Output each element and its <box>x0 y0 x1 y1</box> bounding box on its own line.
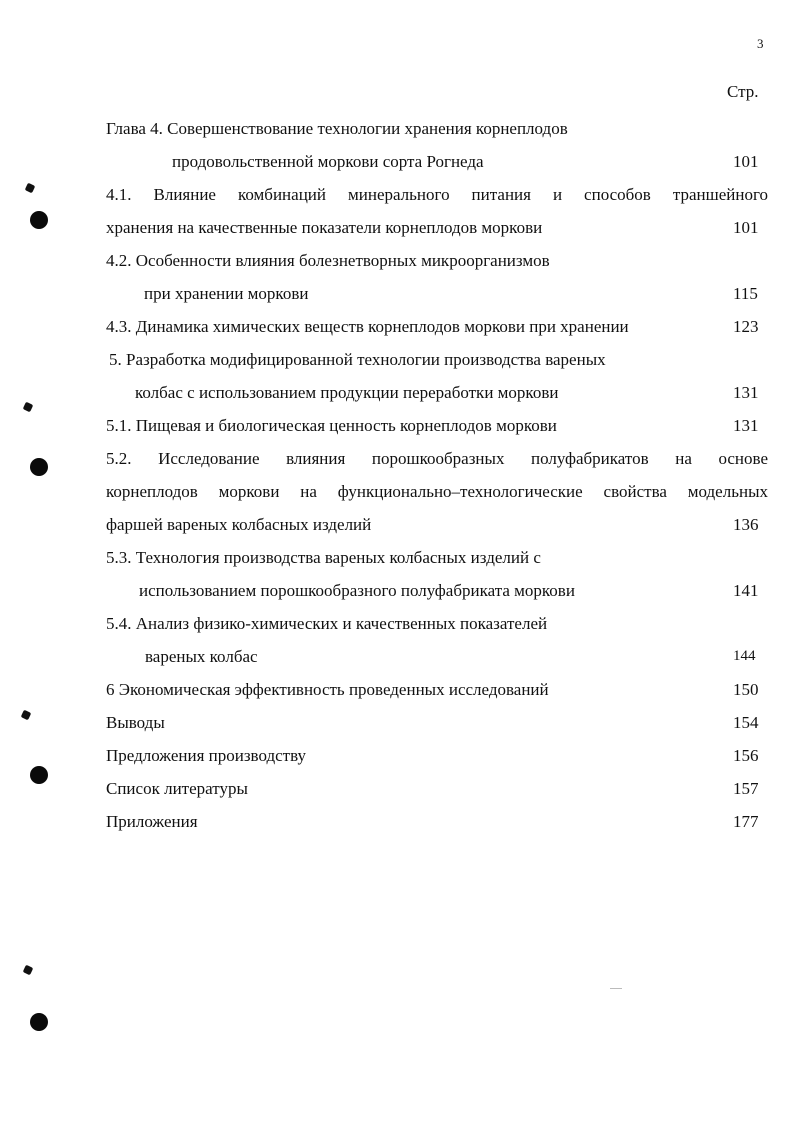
toc-entry <box>106 508 768 541</box>
toc-entry-text: 4.3. Динамика химических веществ корнеплодов моркови при хранении <box>106 317 629 336</box>
toc-entry-text: хранения на качественные показатели корнеплодов моркови <box>106 218 543 237</box>
toc-entry-text: 5.3. Технология производства вареных колбасных изделий с <box>106 548 541 567</box>
toc-entry <box>106 475 768 508</box>
table-of-contents <box>106 112 768 838</box>
toc-entry-text: 5.1. Пищевая и биологическая ценность корнеплодов моркови <box>106 416 557 435</box>
toc-entry-page: 156 <box>733 746 759 765</box>
toc-entry-text: вареных колбас <box>145 647 258 666</box>
toc-entry-text: Список литературы <box>106 779 248 798</box>
toc-entry-page: 144 <box>733 648 756 664</box>
toc-entry-page: 177 <box>733 812 759 831</box>
toc-entry-text: Предложения производству <box>106 746 307 765</box>
binder-hole <box>30 1013 48 1031</box>
toc-entry <box>106 673 768 706</box>
toc-entry-page: 141 <box>733 581 759 600</box>
binder-mark <box>25 183 36 194</box>
toc-entry <box>106 541 768 574</box>
toc-entry-page: 157 <box>733 779 759 798</box>
toc-entry-page: 131 <box>733 383 759 402</box>
binder-mark <box>23 402 34 413</box>
toc-entry-text: 4.2. Особенности влияния болезнетворных микроорганизмов <box>106 251 550 270</box>
toc-entry-text: продовольственной моркови сорта Рогнеда <box>172 152 484 171</box>
toc-entry <box>106 607 768 640</box>
toc-entry-page: 101 <box>733 218 759 237</box>
toc-entry-text: Приложения <box>106 812 198 831</box>
toc-entry <box>106 310 768 343</box>
toc-entry <box>106 706 768 739</box>
toc-entry <box>106 343 768 376</box>
binder-hole <box>30 458 48 476</box>
toc-entry <box>106 409 768 442</box>
toc-entry-text: 6 Экономическая эффективность проведенных исследований <box>106 680 549 699</box>
toc-entry <box>106 376 768 409</box>
toc-entry-page: 150 <box>733 680 759 699</box>
toc-entry <box>106 178 768 211</box>
page-number: 3 <box>757 36 764 51</box>
toc-entry-text: 5. Разработка модифицированной технологии производства вареных <box>109 350 606 369</box>
page-column-header: Стр. <box>727 82 759 101</box>
toc-entry <box>106 805 768 838</box>
toc-entry <box>106 640 768 673</box>
toc-entry-text: при хранении моркови <box>144 284 309 303</box>
binder-hole <box>30 766 48 784</box>
toc-entry-page: 131 <box>733 416 759 435</box>
toc-entry-text: фаршей вареных колбасных изделий <box>106 515 372 534</box>
binder-mark <box>23 965 34 976</box>
toc-entry <box>106 145 768 178</box>
toc-entry-page: 123 <box>733 317 759 336</box>
toc-entry <box>106 739 768 772</box>
toc-entry-text: 5.4. Анализ физико-химических и качественных показателей <box>106 614 548 633</box>
toc-entry-text: корнеплодов моркови на функционально–технологические свойства модельных <box>106 482 768 501</box>
toc-entry <box>106 112 768 145</box>
toc-entry <box>106 211 768 244</box>
toc-entry-text: 4.1. Влияние комбинаций минерального питания и способов траншейного <box>106 185 768 204</box>
toc-entry-text: Выводы <box>106 713 165 732</box>
scan-speck <box>610 988 622 989</box>
toc-entry <box>106 277 768 310</box>
toc-entry-text: использованием порошкообразного полуфабриката моркови <box>139 581 575 600</box>
binder-hole <box>30 211 48 229</box>
binder-mark <box>21 710 32 721</box>
toc-entry <box>106 574 768 607</box>
toc-entry <box>106 442 768 475</box>
toc-entry-page: 115 <box>733 284 758 303</box>
toc-entry-page: 101 <box>733 152 759 171</box>
toc-entry-text: 5.2. Исследование влияния порошкообразных полуфабрикатов на основе <box>106 449 768 468</box>
toc-entry-text: Глава 4. Совершенствование технологии хранения корнеплодов <box>106 119 568 138</box>
toc-entry <box>106 244 768 277</box>
toc-entry-page: 154 <box>733 713 759 732</box>
toc-entry-page: 136 <box>733 515 759 534</box>
toc-entry-text: колбас с использованием продукции переработки моркови <box>135 383 559 402</box>
toc-entry <box>106 772 768 805</box>
